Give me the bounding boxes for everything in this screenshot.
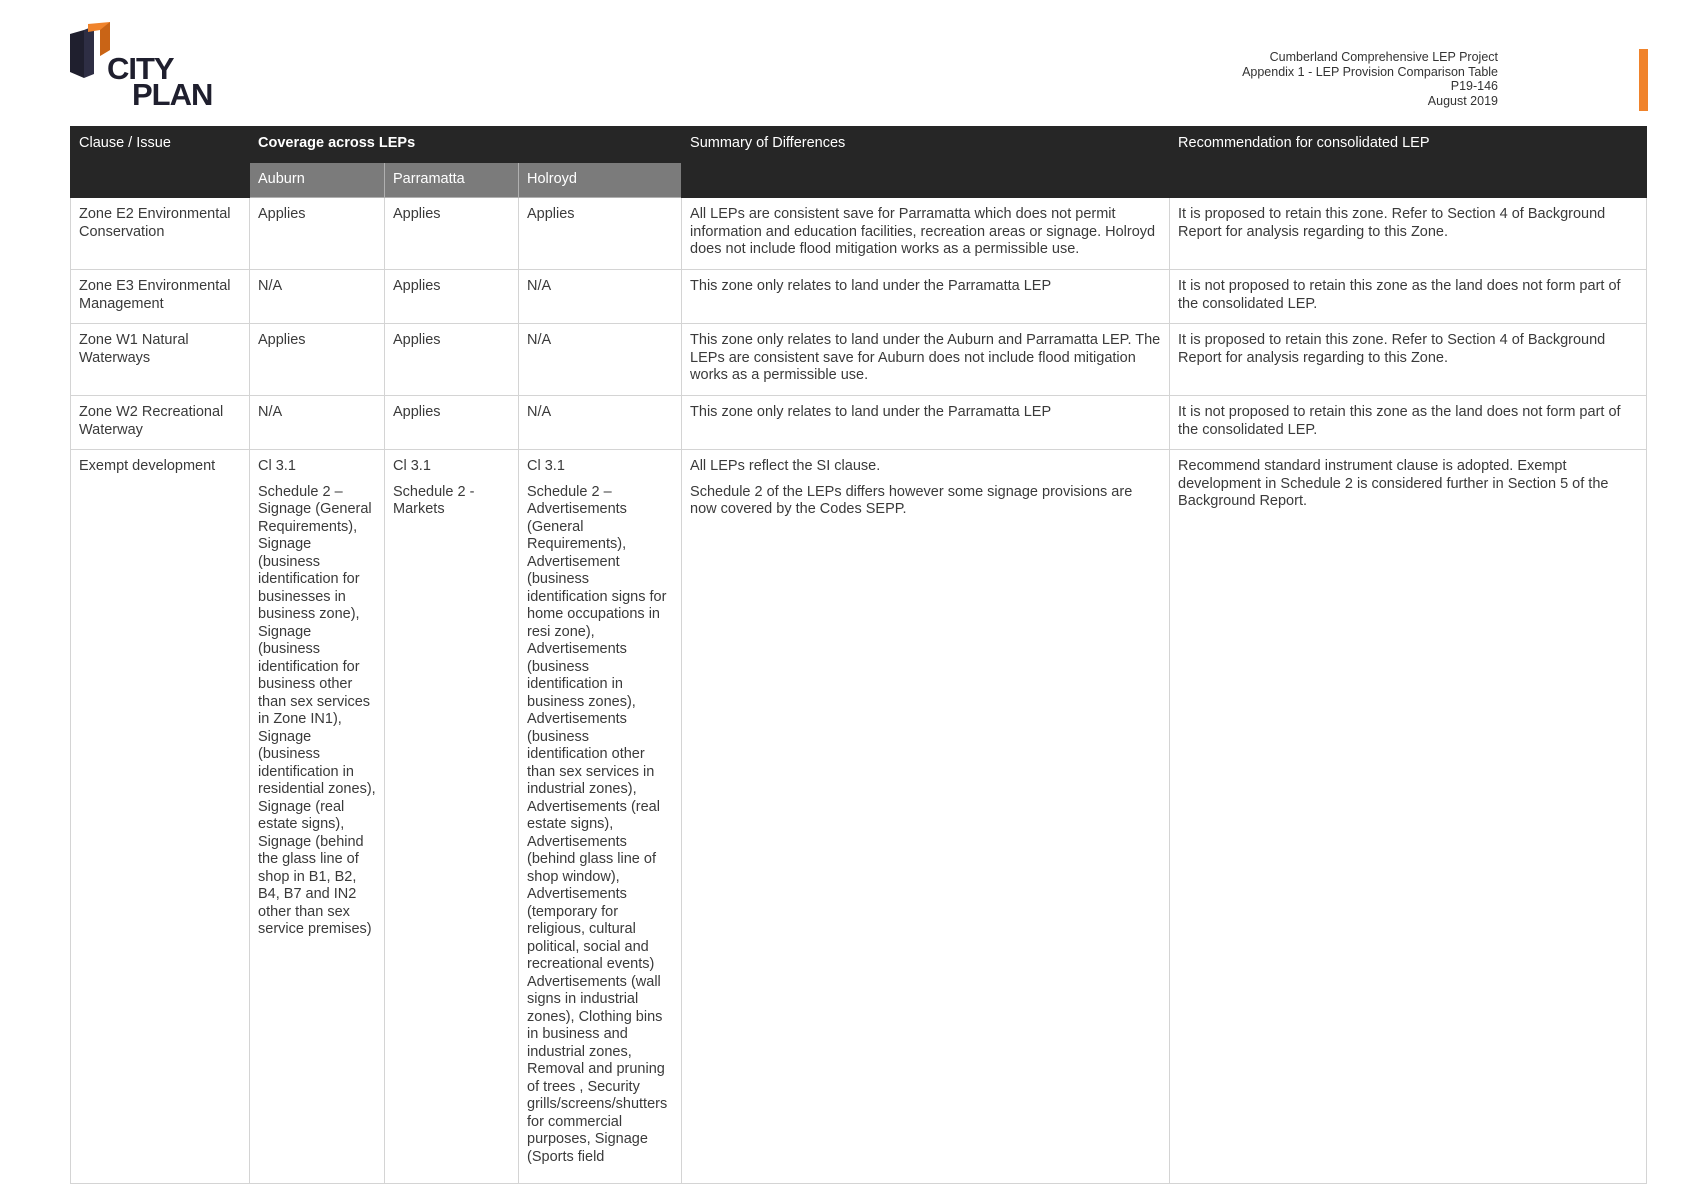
cell-auburn: Applies (250, 324, 385, 396)
cell-clause: Zone E2 Environmental Conservation (71, 198, 250, 270)
summary-paragraph: All LEPs reflect the SI clause. (690, 458, 881, 474)
table-row (71, 450, 1647, 1184)
cell-recommendation: It is proposed to retain this zone. Refer to Section 4 of Background Report for analysis regarding to this Zone. (1170, 324, 1647, 396)
lep-comparison-table (70, 126, 1647, 1184)
cell-recommendation: Recommend standard instrument clause is adopted. Exempt development in Schedule 2 is considered further in Section 5 of the Background Report. (1170, 450, 1647, 1184)
holroyd-clause-ref: Cl 3.1 (527, 458, 565, 474)
accent-bar (1639, 49, 1648, 111)
table-row (71, 198, 1647, 270)
header-coverage: Coverage across LEPs (250, 127, 682, 163)
logo-text-plan: PLAN (132, 77, 213, 112)
logo-text-city: CITY (107, 51, 174, 86)
auburn-clause-ref: Cl 3.1 (258, 458, 296, 474)
project-code: P19-146 (1450, 79, 1498, 93)
cell-clause: Exempt development (71, 450, 250, 1184)
cell-summary: This zone only relates to land under the Parramatta LEP (682, 270, 1170, 324)
cell-holroyd: N/A (519, 396, 682, 450)
cell-parramatta: Applies (385, 396, 519, 450)
cell-recommendation: It is not proposed to retain this zone as the land does not form part of the consolidated LEP. (1170, 396, 1647, 450)
cell-auburn: Applies (250, 198, 385, 270)
city-plan-logo (70, 22, 230, 112)
header-parramatta: Parramatta (385, 162, 519, 198)
holroyd-schedule: Schedule 2 – Advertisements (General Requirements), Advertisement (business identification signs for home occupations in resi zone), Advertisements (business identification in business zones), Advertisements (business identification other than sex services in industrial zones), Advertisements (real estate signs), Advertisements (behind glass line of shop window), Advertisements (temporary for religious, cultural political, social and recreational events) Advertisements (wall signs in industrial zones), Clothing bins in business and industrial zones, Removal and pruning of trees , Security grills/screens/shutters for commercial purposes, Signage (Sports field (527, 483, 668, 1165)
parramatta-schedule: Schedule 2 - Markets (393, 483, 475, 517)
header-recommendation: Recommendation for consolidated LEP (1170, 127, 1647, 198)
cell-clause: Zone W2 Recreational Waterway (71, 396, 250, 450)
document-date: August 2019 (1427, 93, 1498, 108)
cell-holroyd (519, 450, 682, 1184)
table-row (71, 270, 1647, 324)
cell-recommendation: It is proposed to retain this zone. Refer to Section 4 of Background Report for analysis regarding to this Zone. (1170, 198, 1647, 270)
table-header-row (71, 127, 1647, 163)
cell-parramatta (385, 450, 519, 1184)
header-holroyd: Holroyd (519, 162, 682, 198)
cell-clause: Zone E3 Environmental Management (71, 270, 250, 324)
header-summary: Summary of Differences (682, 127, 1170, 198)
table-row (71, 396, 1647, 450)
header-clause: Clause / Issue (71, 127, 250, 198)
cell-holroyd: N/A (519, 324, 682, 396)
cell-summary: All LEPs are consistent save for Parramatta which does not permit information and education facilities, recreation areas or signage. Holroyd does not include flood mitigation works as a permissible use. (682, 198, 1170, 270)
cell-parramatta: Applies (385, 324, 519, 396)
project-name: Cumberland Comprehensive LEP Project (1269, 50, 1498, 64)
cell-parramatta: Applies (385, 198, 519, 270)
cell-auburn (250, 450, 385, 1184)
cell-clause: Zone W1 Natural Waterways (71, 324, 250, 396)
cell-summary: This zone only relates to land under the Parramatta LEP (682, 396, 1170, 450)
cell-parramatta: Applies (385, 270, 519, 324)
cell-summary: This zone only relates to land under the Auburn and Parramatta LEP. The LEPs are consistent save for Auburn does not include flood mitigation works as a permissible use. (682, 324, 1170, 396)
auburn-schedule: Schedule 2 – Signage (General Requirements), Signage (business identification for businesses in business zone), Signage (business identification for business other than sex services in Zone IN1), Signage (business identification in residential zones), Signage (real estate signs), Signage (behind the glass line of shop in B1, B2, B4, B7 and IN2 other than sex service premises) (258, 483, 376, 937)
table-row (71, 324, 1647, 396)
parramatta-clause-ref: Cl 3.1 (393, 458, 431, 474)
cell-holroyd: N/A (519, 270, 682, 324)
cell-auburn: N/A (250, 270, 385, 324)
cell-summary (682, 450, 1170, 1184)
appendix-title: Appendix 1 - LEP Provision Comparison Table (1242, 64, 1498, 79)
cell-holroyd: Applies (519, 198, 682, 270)
cell-auburn: N/A (250, 396, 385, 450)
cell-recommendation: It is not proposed to retain this zone as the land does not form part of the consolidated LEP. (1170, 270, 1647, 324)
header-auburn: Auburn (250, 162, 385, 198)
document-header-info (1242, 50, 1498, 108)
summary-paragraph: Schedule 2 of the LEPs differs however some signage provisions are now covered by the Codes SEPP. (690, 483, 1133, 517)
